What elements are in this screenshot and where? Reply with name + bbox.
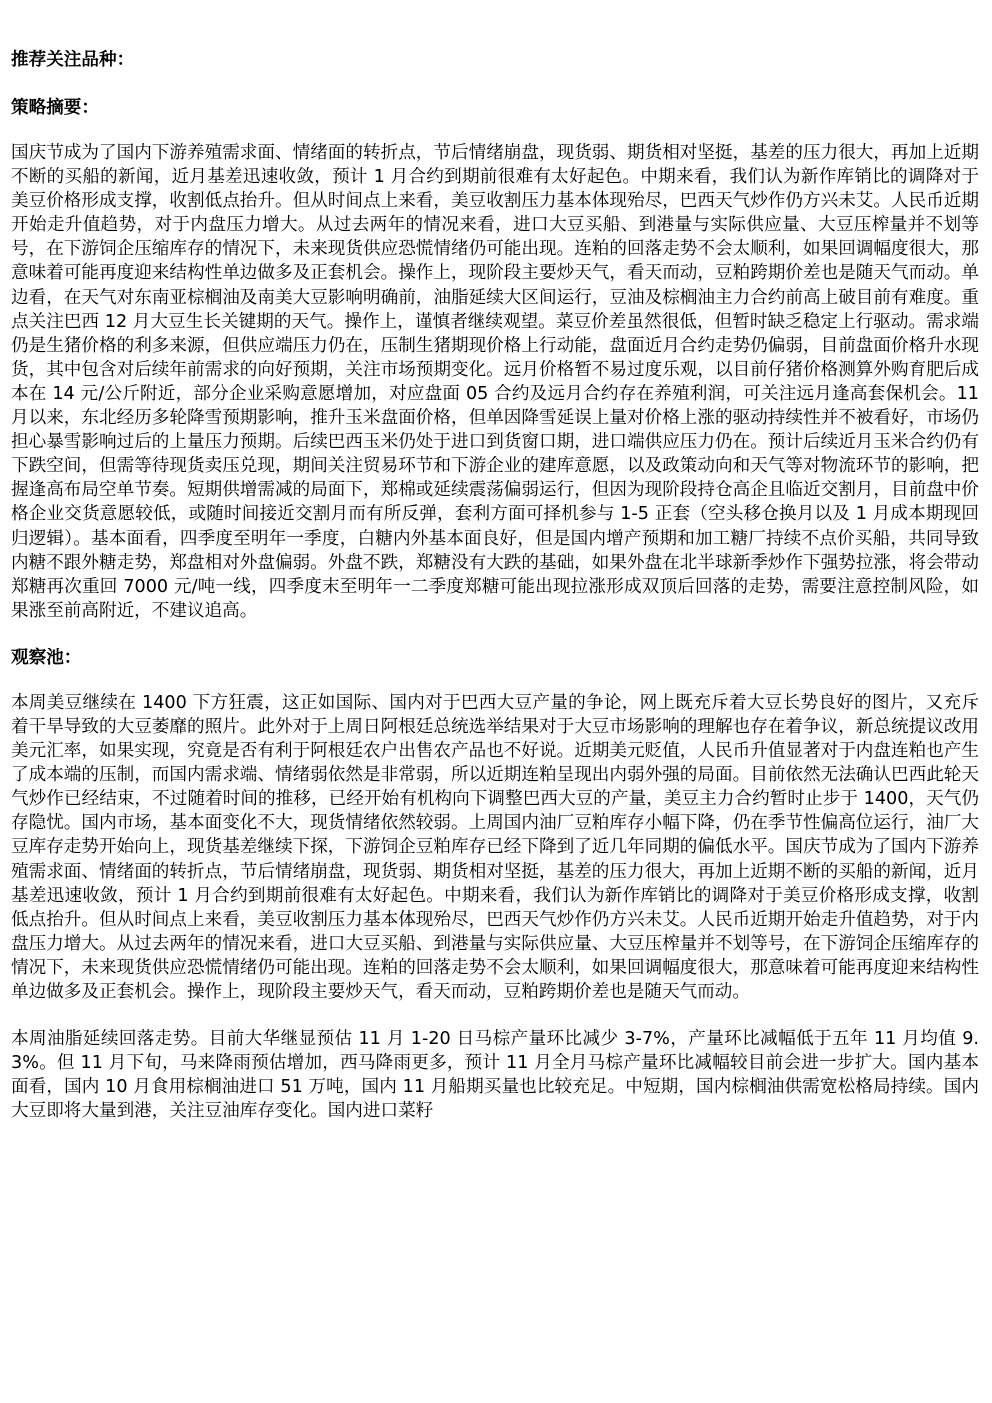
- watch-paragraph-oil: 本周油脂延续回落走势。目前大华继显预估 11 月 1-20 日马棕产量环比减少 3-7%，产量环比减幅低于五年 11 月均值 9.3%。但 11 月下旬，马来降雨预估增加，西马降雨更多，预计 11 月全月马棕产量环比减幅较目前会进一步扩大。国内基本面看，国内 10 月食用棕榈油进口 51 万吨，国内 11 月船期买量也比较充足。中短期，国内棕榈油供需宽松格局持续。国内大豆即将大量到港，关注豆油库存变化。国内进口菜籽: [11, 1029, 979, 1122]
- document-page: [11, 48, 979, 1123]
- watch-paragraph-soy: 本周美豆继续在 1400 下方狂震，这正如国际、国内对于巴西大豆产量的争论，网上既充斥着大豆长势良好的图片，又充斥着干旱导致的大豆萎靡的照片。此外对于上周日阿根廷总统选举结果对于大豆市场影响的理解也存在着争议，新总统提议改用美元汇率，如果实现，究竟是否有利于阿根廷农户出售农产品也不好说。近期美元贬值，人民币升值显著对于内盘连粕也产生了成本端的压制，而国内需求端、情绪弱依然是非常弱，所以近期连粕呈现出内弱外强的局面。目前依然无法确认巴西此轮天气炒作已经结束，不过随着时间的推移，已经开始有机构向下调整巴西大豆的产量，美豆主力合约暂时止步于 1400，天气仍存隐忧。国内市场，基本面变化不大，现货情绪依然较弱。上周国内油厂豆粕库存小幅下降，仍在季节性偏高位运行，油厂大豆库存走势开始向上，现货基差继续下探，下游饲企豆粕库存已经下降到了近几年同期的偏低水平。国庆节成为了国内下游养殖需求面、情绪面的转折点，节后情绪崩盘，现货弱、期货相对坚挺，基差的压力很大，再加上近期不断的买船的新闻，近月基差迅速收敛，预计 1 月合约到期前很难有太好起色。中期来看，我们认为新作库销比的调降对于美豆价格形成支撑，收割低点抬升。但从时间点上来看，美豆收割压力基本体现殆尽，巴西天气炒作仍方兴未艾。人民币近期开始走升值趋势，对于内盘压力增大。从过去两年的情况来看，进口大豆买船、到港量与实际供应量、大豆压榨量并不划等号，在下游饲企压缩库存的情况下，未来现货供应恐慌情绪仍可能出现。连粕的回落走势不会太顺利，如果回调幅度很大，那意味着可能再度迎来结构性单边做多及正套机会。操作上，现阶段主要炒天气，看天而动，豆粕跨期价差也是随天气而动。: [11, 692, 979, 1002]
- recommended-heading: 推荐关注品种：: [11, 50, 135, 70]
- strategy-heading: 策略摘要：: [11, 98, 99, 118]
- strategy-paragraph: 国庆节成为了国内下游养殖需求面、情绪面的转折点，节后情绪崩盘，现货弱、期货相对坚挺，基差的压力很大，再加上近期不断的买船的新闻，近月基差迅速收敛，预计 1 月合约到期前很难有太好起色。中期来看，我们认为新作库销比的调降对于美豆价格形成支撑，收割低点抬升。但从时间点上来看，美豆收割压力基本体现殆尽，巴西天气炒作仍方兴未艾。人民币近期开始走升值趋势，对于内盘压力增大。从过去两年的情况来看，进口大豆买船、到港量与实际供应量、大豆压榨量并不划等号，在下游饲企压缩库存的情况下，未来现货供应恐慌情绪仍可能出现。连粕的回落走势不会太顺利，如果回调幅度很大，那意味着可能再度迎来结构性单边做多及正套机会。操作上，现阶段主要炒天气，看天而动，豆粕跨期价差也是随天气而动。单边看，在天气对东南亚棕榈油及南美大豆影响明确前，油脂延续大区间运行，豆油及棕榈油主力合约前高上破目前有难度。重点关注巴西 12 月大豆生长关键期的天气。操作上，谨慎者继续观望。菜豆价差虽然很低，但暂时缺乏稳定上行驱动。需求端仍是生猪价格的利多来源，但供应端压力仍在，压制生猪期现价格上行动能，盘面近月合约走势仍偏弱，目前盘面价格升水现货，其中包含对后续年前需求的向好预期，关注市场预期变化。远月价格暂不易过度乐观，以目前仔猪价格测算外购育肥后成本在 14 元/公斤附近，部分企业采购意愿增加，对应盘面 05 合约及远月合约存在养殖利润，可关注远月逢高套保机会。11 月以来，东北经历多轮降雪预期影响，推升玉米盘面价格，但单因降雪延误上量对价格上涨的驱动持续性并不被看好，市场仍担心暴雪影响过后的上量压力预期。后续巴西玉米仍处于进口到货窗口期，进口端供应压力仍在。预计后续近月玉米合约仍有下跌空间，但需等待现货卖压兑现，期间关注贸易环节和下游企业的建库意愿，以及政策动向和天气等对物流环节的影响，把握逢高布局空单节奏。短期供增需减的局面下，郑棉或延续震荡偏弱运行，但因为现阶段持仓高企且临近交割月，目前盘中价格企业交货意愿较低，或随时间接近交割月而有所反弹，套利方面可择机参与 1-5 正套（空头移仓换月以及 1 月成本期现回归逻辑）。基本面看，四季度至明年一季度，白糖内外基本面良好，但是国内增产预期和加工糖厂持续不点价买船，共同导致内糖不跟外糖走势，郑盘相对外盘偏弱。外盘不跌，郑糖没有大跌的基础，如果外盘在北半球新季炒作下强势拉涨，将会带动郑糖再次重回 7000 元/吨一线，四季度末至明年一二季度郑糖可能出现拉涨形成双顶后回落的走势，需要注意控制风险，如果涨至前高附近，不建议追高。: [11, 143, 979, 621]
- watch-heading: 观察池：: [11, 647, 82, 668]
